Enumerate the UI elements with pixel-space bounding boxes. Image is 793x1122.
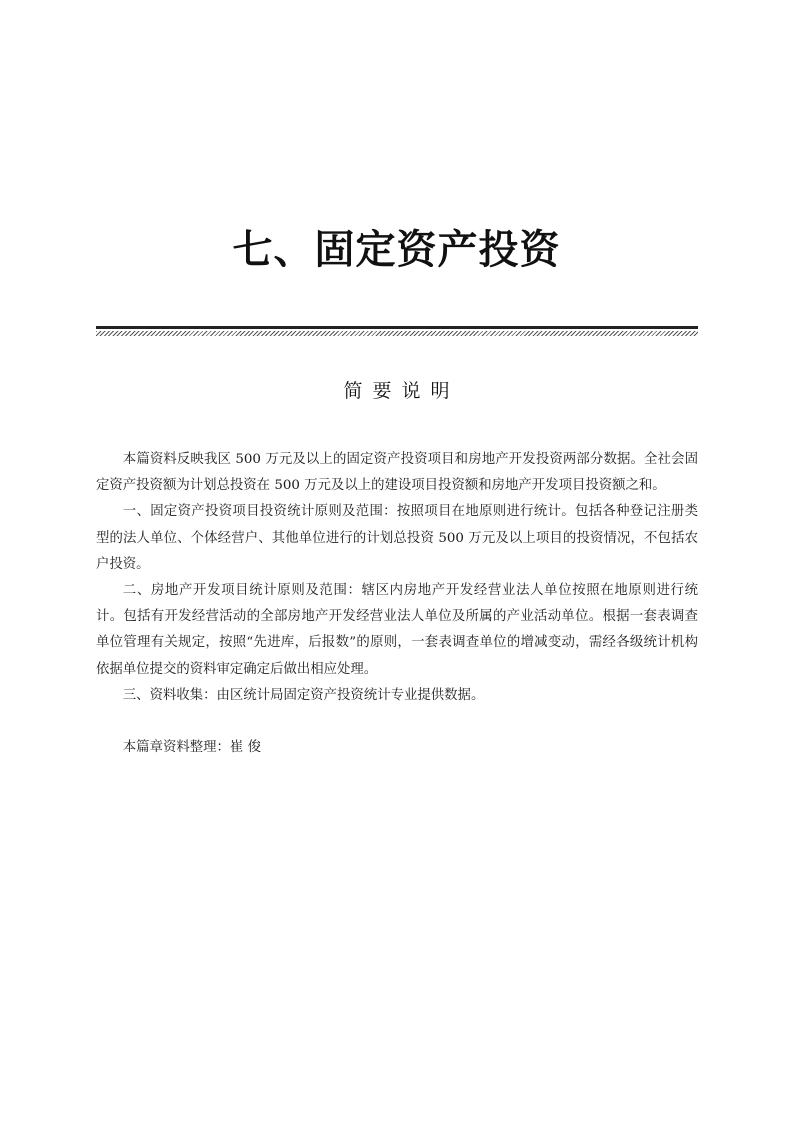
paragraph-intro: 本篇资料反映我区 500 万元及以上的固定资产投资项目和房地产开发投资两部分数据。全社会固定资产投资额为计划总投资在 500 万元及以上的建设项目投资额和房地产开发项目投资额之和。 [96, 452, 698, 494]
body-text [96, 447, 698, 709]
title-divider [96, 326, 698, 336]
divider-hatched-line [96, 331, 698, 336]
paragraph-fixed-asset-scope: 一、固定资产投资项目投资统计原则及范围：按照项目在地原则进行统计。包括各种登记注册类型的法人单位、个体经营户、其他单位进行的计划总投资 500 万元及以上项目的投资情况，不包括农户投资。 [96, 504, 698, 572]
paragraph-data-collection: 三、资料收集：由区统计局固定资产投资统计专业提供数据。 [122, 687, 485, 703]
editor-credit: 本篇章资料整理：崔 俊 [122, 740, 261, 755]
chapter-title: 七、固定资产投资 [232, 227, 561, 273]
paragraph-real-estate-scope: 二、房地产开发项目统计原则及范围：辖区内房地产开发经营业法人单位按照在地原则进行统计。包括有开发经营活动的全部房地产开发经营业法人单位及所属的产业活动单位。根据一套表调查单位管理有关规定，按照“先进库，后报数”的原则，一套表调查单位的增减变动，需经各级统计机构依据单位提交的资料审定确定后做出相应处理。 [96, 583, 698, 677]
divider-thick-line [96, 326, 698, 329]
section-heading: 简要说明 [343, 380, 460, 402]
